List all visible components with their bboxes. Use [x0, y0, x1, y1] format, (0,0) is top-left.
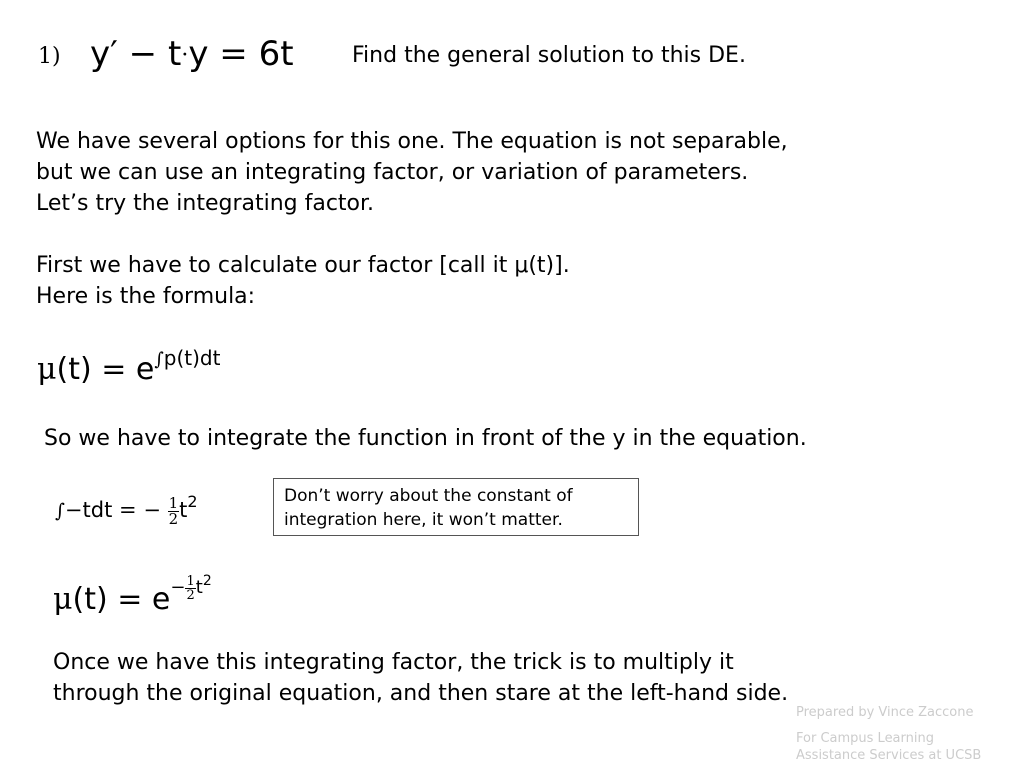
factor-half-fraction [185, 575, 195, 602]
integral-minus: − [143, 498, 161, 522]
eq-equals: = [219, 34, 248, 74]
fraction-denominator: 2 [186, 587, 195, 603]
problem-equation [90, 34, 294, 74]
integrate-note: So we have to integrate the function in front of the y in the equation. [44, 426, 807, 451]
integral-var: t [179, 498, 188, 522]
integral-equals: = [119, 498, 137, 522]
factor-exp-var: t [195, 577, 203, 598]
fraction-numerator: 1 [168, 493, 179, 512]
eq-dot: · [181, 43, 189, 68]
intro-paragraph [36, 126, 788, 219]
campus-credit-line: Assistance Services at UCSB [796, 748, 982, 763]
intro-line: but we can use an integrating factor, or variation of parameters. [36, 160, 749, 185]
constant-note-box [273, 478, 639, 536]
integral-sign: ∫ [55, 500, 65, 522]
prepared-by: Prepared by Vince Zaccone [796, 705, 974, 720]
box-note-line: Don’t worry about the constant of [284, 486, 573, 506]
mu-arg: (t) [56, 352, 92, 387]
factor-exp-power: 2 [202, 573, 212, 589]
formula-line: Here is the formula: [36, 284, 256, 309]
factor-arg: (t) [72, 582, 108, 617]
integral-neg: − [64, 498, 83, 522]
factor-mu: μ [53, 582, 73, 617]
factor-equals: = [117, 582, 143, 617]
eq-yprime: y′ [90, 34, 118, 74]
factor-exponent [170, 573, 212, 603]
closing-line: through the original equation, and then stare at the left-hand side. [53, 681, 789, 706]
intro-line: We have several options for this one. The equation is not separable, [36, 129, 788, 154]
factor-exp-minus: − [170, 577, 186, 598]
fraction-numerator: 1 [186, 573, 195, 589]
mu-exponent [154, 346, 220, 370]
campus-credit [796, 730, 981, 764]
eq-t: t [167, 34, 182, 74]
problem-task: Find the general solution to this DE. [352, 43, 746, 68]
factor-base: e [151, 582, 171, 617]
mu-exponent-text: p(t)dt [163, 346, 221, 370]
formula-line: First we have to calculate our factor [call it μ(t)]. [36, 253, 570, 278]
mu-base: e [135, 352, 155, 387]
problem-number: 1) [38, 44, 61, 69]
campus-credit-line: For Campus Learning [796, 731, 934, 746]
mu-formula [37, 346, 220, 387]
eq-y: y [188, 34, 209, 74]
factor-formula [53, 573, 212, 617]
intro-line: Let’s try the integrating factor. [36, 191, 375, 216]
closing-line: Once we have this integrating factor, the trick is to multiply it [53, 650, 734, 675]
integral-sign: ∫ [154, 349, 164, 370]
half-fraction [168, 493, 180, 528]
eq-minus: − [128, 34, 158, 74]
integral-power: 2 [187, 492, 198, 511]
mu-equals: = [101, 352, 127, 387]
formula-paragraph [36, 250, 570, 312]
closing-paragraph [53, 647, 788, 709]
eq-rhs: 6t [258, 34, 294, 74]
integral-body: tdt [82, 498, 113, 522]
mu-symbol: μ [37, 352, 57, 387]
integral-equation [55, 492, 198, 527]
fraction-denominator: 2 [168, 509, 179, 528]
box-note-line: integration here, it won’t matter. [284, 510, 563, 530]
